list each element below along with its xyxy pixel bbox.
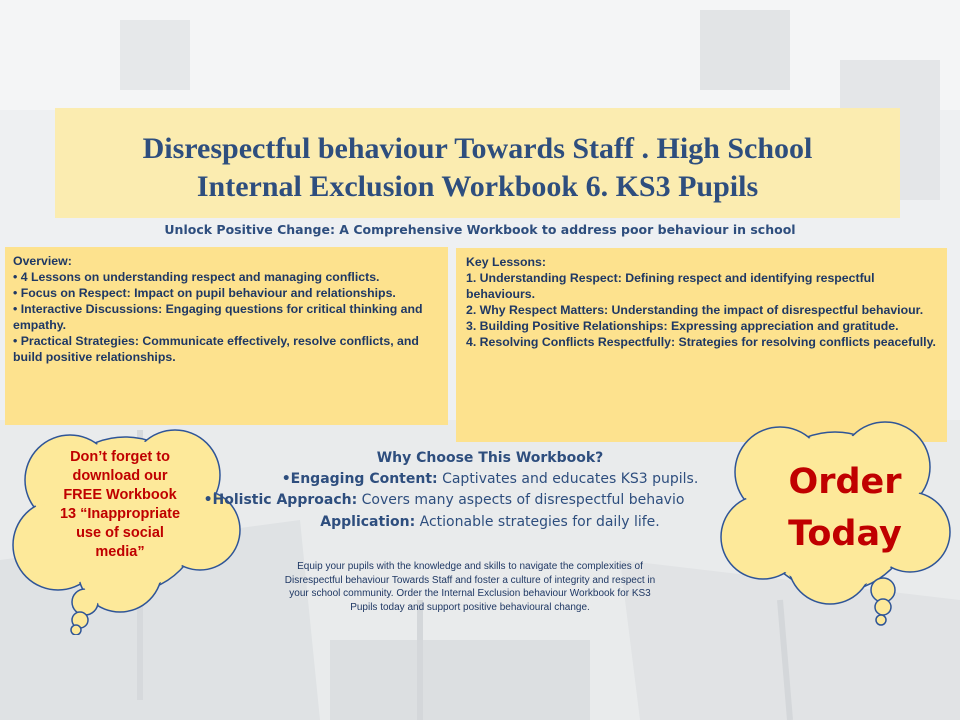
why-heading: Why Choose This Workbook? — [376, 450, 604, 466]
why-text: Captivates and educates KS3 pupils. — [437, 471, 699, 487]
order-line: Order — [788, 462, 902, 502]
key-lessons-heading: Key Lessons: — [466, 255, 546, 269]
order-line: Today — [788, 514, 902, 554]
callout-line: FREE Workbook — [63, 487, 177, 503]
title-line-1: Disrespectful behaviour Towards Staff . High School — [142, 132, 813, 165]
overview-heading: Overview: — [13, 254, 72, 268]
overview-item: • 4 Lessons on understanding respect and managing conflicts. — [13, 270, 380, 284]
subtitle: Unlock Positive Change: A Comprehensive Workbook to address poor behaviour in school — [164, 222, 796, 237]
callout-line: Don’t forget to — [70, 449, 170, 465]
overview-item: • Interactive Discussions: Engaging questions for critical thinking and empathy. — [13, 302, 423, 332]
closing-line: Equip your pupils with the knowledge and skills to navigate the complexities of — [297, 561, 643, 572]
title-line-2: Internal Exclusion Workbook 6. KS3 Pupils — [196, 170, 759, 203]
callout-line: use of social — [76, 525, 164, 541]
overview-item: • Practical Strategies: Communicate effectively, resolve conflicts, and build positive relationships. — [13, 334, 419, 364]
why-label: Application: — [320, 514, 416, 530]
key-lesson-item: 4. Resolving Conflicts Respectfully: Strategies for resolving conflicts peacefully. — [466, 335, 936, 349]
why-point-application — [180, 514, 800, 530]
why-text: Actionable strategies for daily life. — [415, 514, 660, 530]
why-label: •Engaging Content: — [281, 471, 438, 487]
key-lesson-item: 3. Building Positive Relationships: Expressing appreciation and gratitude. — [466, 319, 899, 333]
page-title — [55, 130, 900, 206]
closing-line: your school community. Order the Internal Exclusion behaviour Workbook for KS3 — [289, 588, 651, 599]
overview-panel — [5, 247, 448, 425]
key-lesson-item: 2. Why Respect Matters: Understanding the impact of disrespectful behaviour. — [466, 303, 924, 317]
why-point-engaging — [180, 471, 800, 487]
why-point-holistic — [170, 492, 718, 508]
closing-line: Disrespectful behaviour Towards Staff and foster a culture of integrity and respect in — [284, 574, 656, 586]
why-label: •Holistic Approach: — [203, 492, 358, 508]
callout-line: download our — [72, 468, 168, 484]
overview-item: • Focus on Respect: Impact on pupil behaviour and relationships. — [13, 286, 396, 300]
why-text: Covers many aspects of disrespectful behavio — [357, 492, 685, 508]
key-lesson-item: 1. Understanding Respect: Defining respect and identifying respectful behaviours. — [466, 271, 875, 301]
callout-line: media” — [95, 544, 145, 560]
closing-paragraph — [240, 560, 700, 614]
closing-line: Pupils today and support positive behavioural change. — [350, 601, 590, 613]
callout-line: 13 “Inappropriate — [59, 506, 181, 522]
